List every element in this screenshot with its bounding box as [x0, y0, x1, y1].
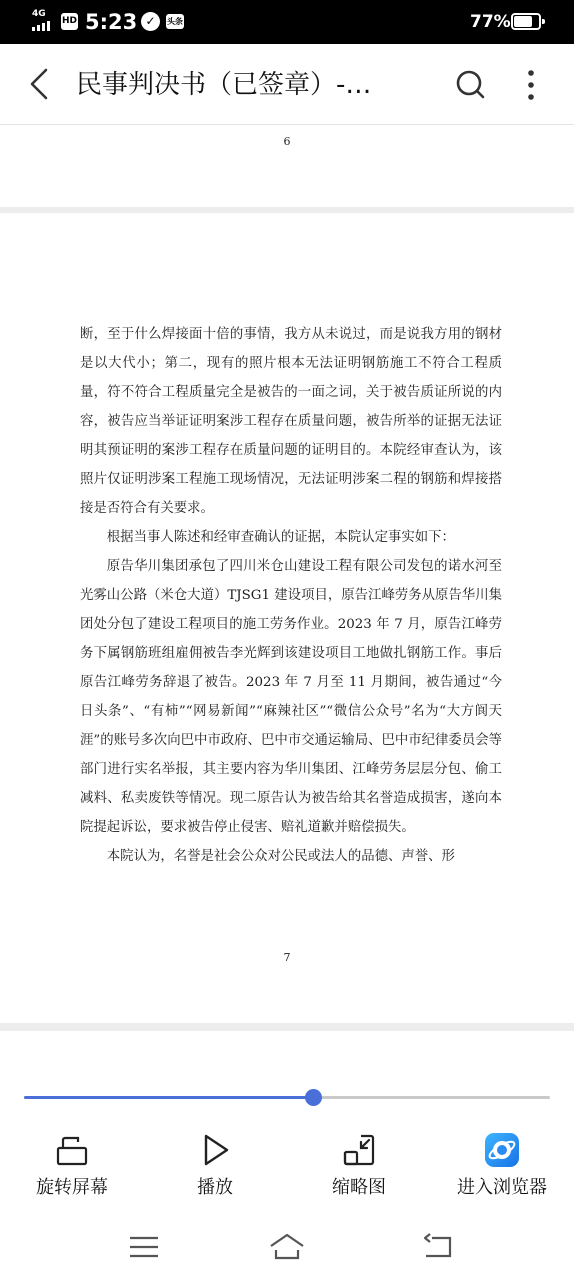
system-nav-bar — [0, 1218, 574, 1280]
back-button[interactable] — [22, 64, 62, 104]
app-header — [0, 44, 574, 125]
battery-percent: 77% — [470, 12, 511, 32]
page-progress-slider[interactable] — [24, 1096, 550, 1099]
document-viewer[interactable] — [0, 125, 574, 1068]
battery-icon — [511, 13, 541, 30]
thumbnail-button[interactable] — [289, 1128, 429, 1208]
bottom-toolbar — [0, 1068, 574, 1280]
more-vertical-icon — [516, 66, 546, 104]
action-label: 进入浏览器 — [457, 1177, 547, 1198]
thumbnail-icon — [341, 1132, 377, 1168]
paragraph: 本院认为，名誉是社会公众对公民或法人的品德、声誉、形 — [106, 849, 455, 864]
browser-icon — [484, 1132, 520, 1168]
clock: 5:23 — [85, 10, 138, 34]
play-icon — [197, 1132, 233, 1168]
document-page — [0, 1031, 574, 1068]
page-number: 7 — [283, 951, 291, 964]
paragraph: 根据当事人陈述和经审查确认的证据，本院认定事实如下： — [106, 530, 455, 545]
page-body — [80, 320, 502, 871]
back-arrow-icon — [22, 64, 62, 104]
menu-icon — [126, 1232, 162, 1262]
toutiao-icon: 头条 — [166, 14, 184, 29]
home-button[interactable] — [269, 1232, 305, 1262]
action-label: 缩略图 — [332, 1177, 386, 1198]
status-bar — [0, 0, 574, 44]
progress-thumb[interactable] — [305, 1089, 322, 1106]
action-label: 播放 — [197, 1177, 233, 1198]
open-browser-button[interactable] — [432, 1128, 572, 1208]
back-icon — [420, 1232, 456, 1262]
back-nav-button[interactable] — [420, 1232, 456, 1262]
search-button[interactable] — [452, 66, 490, 104]
action-label: 旋转屏幕 — [36, 1177, 108, 1198]
paragraph: 断，至于什么焊接面十倍的事情，我方从未说过，而是说我方用的钢材是以大代小；第二，现有的照片根本无法证明钢筋施工不符合工程质量，符不符合工程质量完全是被告的一面之词，关于被告质证所说的内容，被告应当举证证明案涉工程存在质量问题，被告所举的证据无法证明其预证明的案涉工程存在质量问题的证明目的。本院经审查认为，该照片仅证明涉案工程施工现场情况，无法证明涉案二程的钢筋和焊接搭接是否符合有关要求。 — [80, 327, 502, 516]
document-title: 民事判决书（已签章）-… — [76, 70, 372, 100]
home-icon — [269, 1232, 305, 1262]
signal-icon — [32, 9, 54, 31]
rotate-screen-icon — [54, 1132, 90, 1168]
document-page — [0, 213, 574, 1023]
progress-fill — [24, 1096, 313, 1099]
hd-icon: HD — [61, 13, 78, 30]
play-button[interactable] — [145, 1128, 285, 1208]
network-type: 4G — [32, 9, 46, 19]
search-icon — [452, 66, 490, 104]
page-number: 6 — [283, 135, 291, 148]
paragraph: 原告华川集团承包了四川米仓山建设工程有限公司发包的诺水河至光雾山公路（米仓大道）TJSG1 建设项目，原告江峰劳务从原告华川集团处分包了建设工程项目的施工劳务作业。2023 年 7 月，原告江峰劳务下属钢筋班组雇佣被告李光辉到该建设项目工地做扎钢筋工作。事后原告江峰劳务辞退了被告。2023 年 7 月至 11 月期间，被告通过“今日头条”、“有柿”“网易新闻”“麻辣社区”“微信公众号”名为“大方阆天涯”的账号多次向巴中市政府、巴中市交通运输局、巴中市纪律委员会等部门进行实名举报，其主要内容为华川集团、江峰劳务层层分包、偷工减料、私卖废铁等情况。现二原告认为被告给其名誉造成损害，遂向本院提起诉讼，要求被告停止侵害、赔礼道歉并赔偿损失。 — [80, 559, 502, 835]
menu-button[interactable] — [126, 1232, 162, 1262]
check-icon: ✓ — [141, 12, 160, 31]
rotate-screen-button[interactable] — [2, 1128, 142, 1208]
document-page — [0, 125, 574, 207]
more-options-button[interactable] — [516, 66, 546, 104]
